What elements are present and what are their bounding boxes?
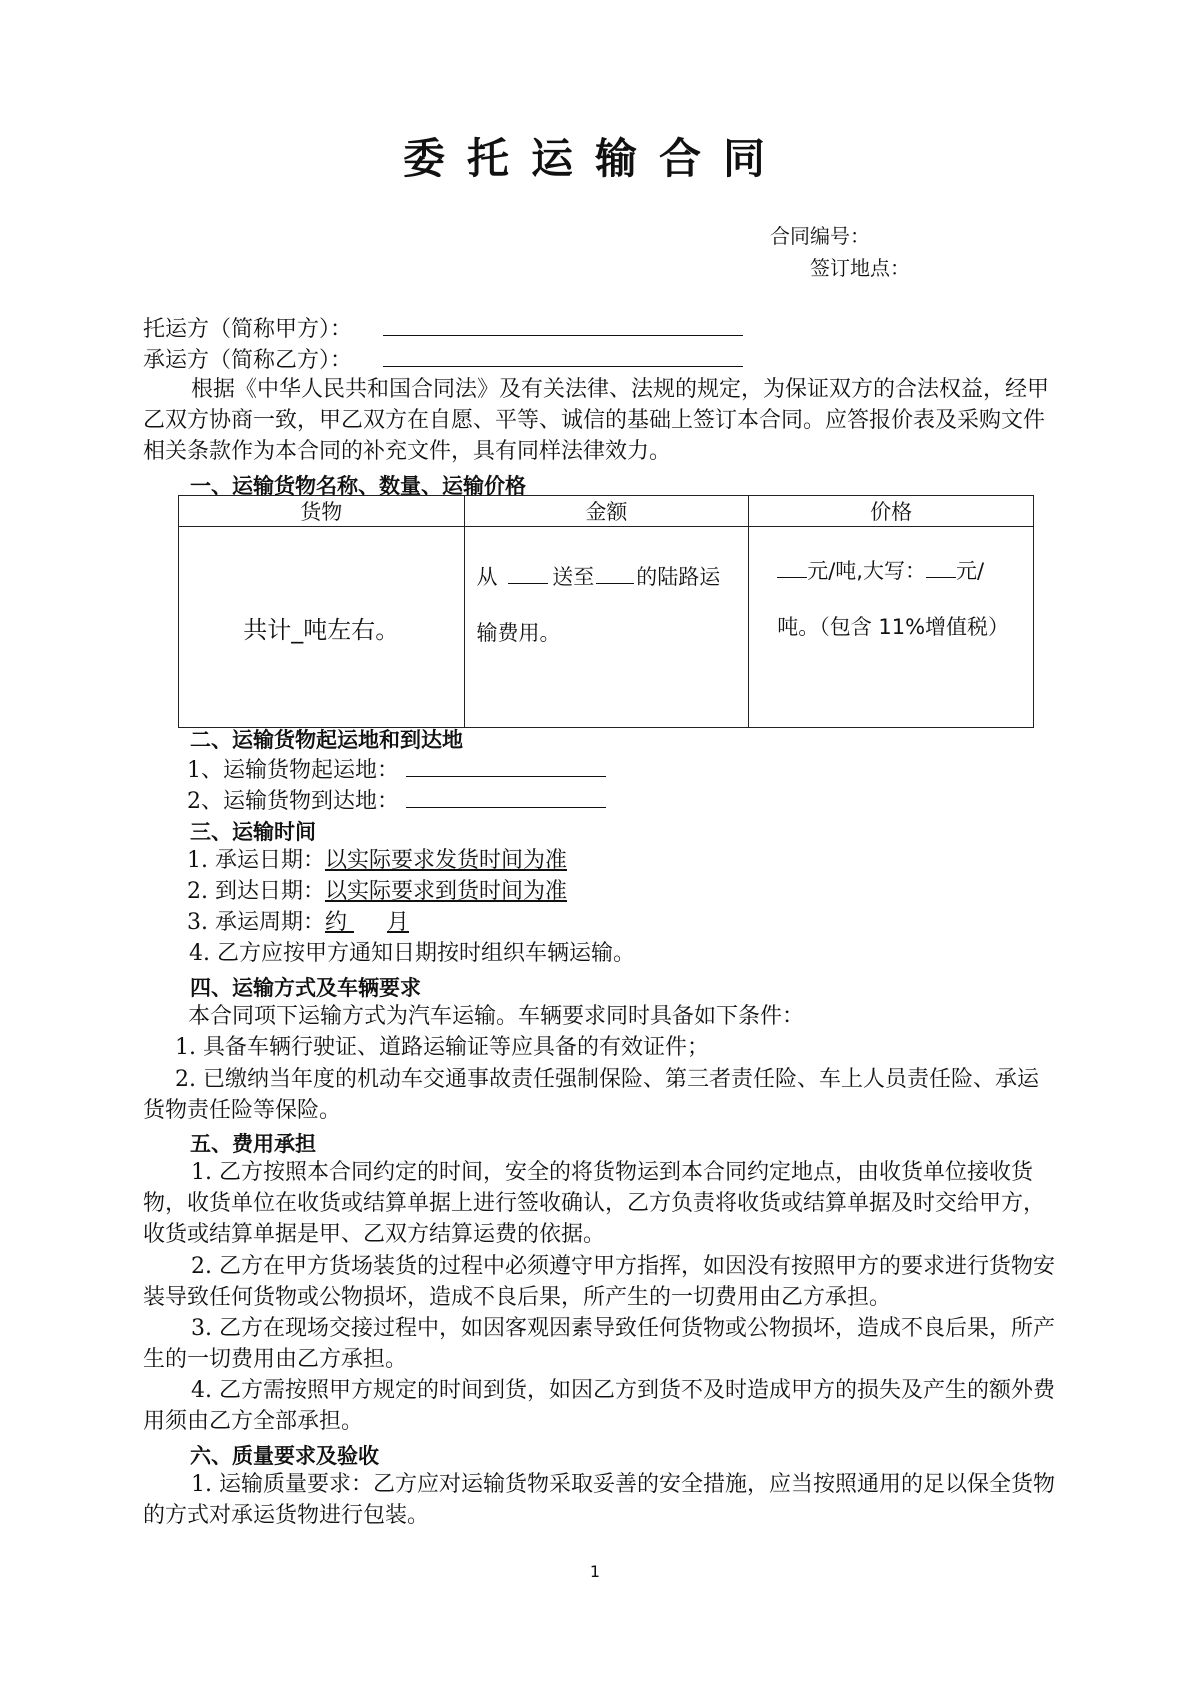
party-b-blank[interactable]	[383, 344, 743, 367]
shipping-date-line	[187, 846, 567, 876]
total-tonnage-cell	[179, 527, 465, 728]
shipping-period-line	[187, 908, 409, 938]
destination-line	[187, 785, 606, 817]
section-3-heading: 三、运输时间	[190, 820, 316, 844]
goods-table-header-row	[179, 496, 1034, 527]
fee-clause-2: 2. 乙方在甲方货场装货的过程中必须遵守甲方指挥，如因没有按照甲方的要求进行货物安装导致任何货物或公物损坏，造成不良后果，所产生的一切费用由乙方承担。	[143, 1254, 1055, 1310]
section-6-heading: 六、质量要求及验收	[190, 1444, 379, 1468]
amount-header: 金额	[464, 496, 749, 527]
section-1-heading: 一、运输货物名称、数量、运输价格	[190, 474, 526, 498]
amount-cell	[464, 527, 749, 728]
shipping-period-label: 3. 承运周期：	[187, 910, 325, 935]
total-tonnage-text: 共计_吨左右。	[243, 615, 400, 644]
shipping-period-blank[interactable]	[347, 908, 387, 938]
amount-from-text: 从	[476, 565, 498, 589]
transport-method-line: 本合同项下运输方式为汽车运输。车辆要求同时具备如下条件：	[188, 1004, 805, 1029]
vehicle-requirement-1: 1. 具备车辆行驶证、道路运输证等应具备的有效证件；	[175, 1035, 709, 1060]
shipping-date-value: 以实际要求发货时间为准	[324, 848, 567, 873]
shipping-period-value-b: 月	[387, 910, 410, 935]
price-cell	[749, 527, 1034, 728]
party-a-line	[143, 313, 743, 345]
goods-table	[178, 495, 1034, 728]
origin-line	[187, 754, 606, 786]
origin-label: 1、运输货物起运地：	[187, 758, 399, 783]
vehicle-requirement-2: 2. 已缴纳当年度的机动车交通事故责任强制保险、第三者责任险、车上人员责任险、承运货物责任险等保险。	[143, 1067, 1039, 1123]
intro-paragraph: 根据《中华人民共和国合同法》及有关法律、法规的规定，为保证双方的合法权益，经甲乙双方协商一致，甲乙双方在自愿、平等、诚信的基础上签订本合同。应答报价表及采购文件相关条款作为本合同的补充文件，具有同样法律效力。	[143, 377, 1050, 464]
amount-tail-text: 的陆路运输费用。	[476, 565, 721, 645]
party-b-label: 承运方（简称乙方）：	[143, 348, 353, 373]
schedule-line: 4. 乙方应按甲方通知日期按时组织车辆运输。	[189, 941, 635, 966]
shipping-period-value-a: 约	[324, 910, 347, 935]
fee-clause-1: 1. 乙方按照本合同约定的时间，安全的将货物运到本合同约定地点，由收货单位接收货物，收货单位在收货或结算单据上进行签收确认，乙方负责将收货或结算单据及时交给甲方，收货或结算单据是甲、乙双方结算运费的依据。	[143, 1160, 1046, 1247]
price-unit-text: 元/吨,大写：	[807, 559, 926, 583]
price-header: 价格	[749, 496, 1034, 527]
arrival-date-value: 以实际要求到货时间为准	[324, 879, 567, 904]
section-4-heading: 四、运输方式及车辆要求	[190, 976, 421, 1000]
from-place-blank[interactable]	[508, 561, 548, 584]
party-b-line	[143, 344, 743, 376]
arrival-date-line	[187, 877, 567, 907]
section-2-heading: 二、运输货物起运地和到达地	[190, 728, 463, 752]
to-place-blank[interactable]	[596, 561, 634, 584]
page-title: 委托运输合同	[402, 134, 787, 183]
fee-clause-4: 4. 乙方需按照甲方规定的时间到货，如因乙方到货不及时造成甲方的损失及产生的额外费用须由乙方全部承担。	[143, 1378, 1055, 1434]
amount-to-text: 送至	[552, 565, 595, 589]
destination-label: 2、运输货物到达地：	[187, 789, 399, 814]
fee-clause-3: 3. 乙方在现场交接过程中，如因客观因素导致任何货物或公物损坏，造成不良后果，所产生的一切费用由乙方承担。	[143, 1316, 1055, 1372]
destination-blank[interactable]	[406, 785, 606, 808]
page-number: 1	[589, 1562, 601, 1581]
shipping-date-label: 1. 承运日期：	[187, 848, 325, 873]
signing-place-label: 签订地点：	[810, 256, 910, 280]
party-a-blank[interactable]	[383, 313, 743, 336]
arrival-date-label: 2. 到达日期：	[187, 879, 325, 904]
contract-number-label: 合同编号：	[770, 224, 870, 248]
goods-table-row	[179, 527, 1034, 728]
party-a-label: 托运方（简称甲方）：	[143, 317, 353, 342]
goods-header: 货物	[179, 496, 465, 527]
origin-blank[interactable]	[406, 754, 606, 777]
price-number-blank[interactable]	[777, 555, 807, 578]
section-5-heading: 五、费用承担	[190, 1132, 316, 1156]
price-capital-blank[interactable]	[926, 555, 956, 578]
price-tail-text: 元/吨。（包含 11%增值税）	[777, 559, 1010, 639]
quality-clause-1: 1. 运输质量要求：乙方应对运输货物采取妥善的安全措施，应当按照通用的足以保全货物的方式对承运货物进行包装。	[143, 1472, 1055, 1528]
